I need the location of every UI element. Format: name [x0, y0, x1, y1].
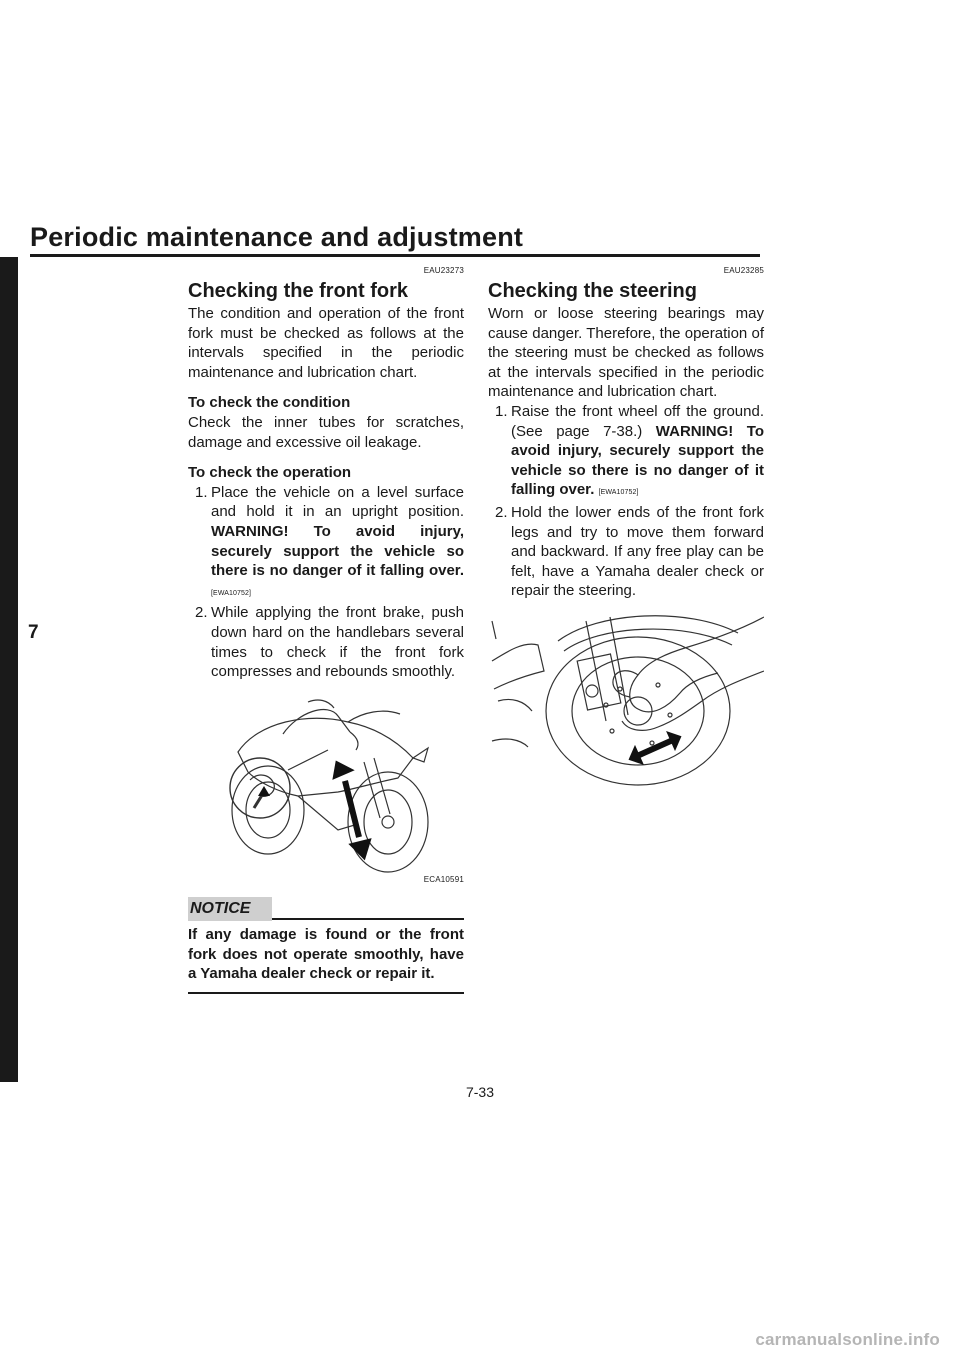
chapter-tab-bar — [0, 257, 18, 1082]
steering-figure — [488, 611, 764, 797]
page-number: 7-33 — [465, 1084, 495, 1100]
warning-code: [EWA10752] — [598, 489, 639, 497]
step-number: 1. — [195, 483, 208, 501]
step-text: Hold the lower ends of the front fork legs and try to move them forward and backward. If any free play can be felt, have a Yamaha dealer check or repair the steering. — [511, 503, 764, 600]
front-fork-figure — [188, 692, 464, 888]
step-number: 2. — [495, 503, 508, 521]
notice-rule — [272, 918, 464, 920]
step-number: 2. — [195, 604, 208, 622]
steering-intro: Worn or loose steering bearings may cause danger. Therefore, the operation of the steering must be checked as follows at the intervals specified in the periodic maintenance and lubrication chart. — [488, 305, 764, 401]
step-text: While applying the front brake, push down hard on the handlebars several times to check if the front fork compresses and rebounds smoothly. — [211, 604, 464, 681]
condition-heading: To check the condition — [188, 394, 351, 412]
condition-text: Check the inner tubes for scratches, damage and excessive oil leakage. — [188, 413, 464, 451]
section-heading-front-fork: Checking the front fork — [188, 280, 409, 302]
steering-steps — [488, 402, 764, 601]
list-item — [488, 402, 764, 503]
list-item — [188, 603, 464, 681]
front-fork-intro: The condition and operation of the front fork must be checked as follows at the intervals specified in the periodic maintenance and lubrication chart. — [188, 305, 464, 381]
steering-check-illustration — [488, 611, 764, 791]
warning-text: WARNING! To avoid injury, securely support the vehicle so there is no danger of it falling over. — [211, 522, 464, 580]
notice-header — [188, 897, 464, 921]
warning-code: [EWA10752] — [211, 589, 252, 597]
section-heading-steering: Checking the steering — [488, 280, 697, 302]
operation-heading: To check the operation — [188, 464, 352, 482]
notice-text: If any damage is found or the front fork does not operate smoothly, have a Yamaha dealer check or repair it. — [188, 926, 464, 983]
section-code: EAU23273 — [423, 266, 464, 275]
operation-steps — [188, 483, 464, 682]
motorcycle-fork-illustration — [188, 692, 464, 882]
page-header-title: Periodic maintenance and adjustment — [30, 222, 524, 252]
step-text: Place the vehicle on a level surface and hold it in an upright position. — [211, 483, 464, 521]
figure-code: ECA10591 — [423, 874, 464, 884]
notice-end-rule — [188, 992, 464, 994]
warning-text: WARNING! To avoid injury, securely support the vehicle so there is no danger of it falling over. — [511, 422, 764, 499]
header-rule — [30, 254, 760, 257]
notice-label: NOTICE — [188, 897, 272, 921]
section-code: EAU23285 — [723, 266, 764, 275]
right-column — [488, 266, 764, 797]
watermark: carmanualsonline.info — [755, 1330, 940, 1349]
chapter-number: 7 — [28, 622, 39, 643]
step-number: 1. — [495, 402, 508, 420]
step-text: Raise the front wheel off the ground. (See page 7-38.) — [511, 402, 764, 440]
list-item — [488, 503, 764, 601]
list-item — [188, 483, 464, 604]
left-column — [188, 266, 464, 994]
